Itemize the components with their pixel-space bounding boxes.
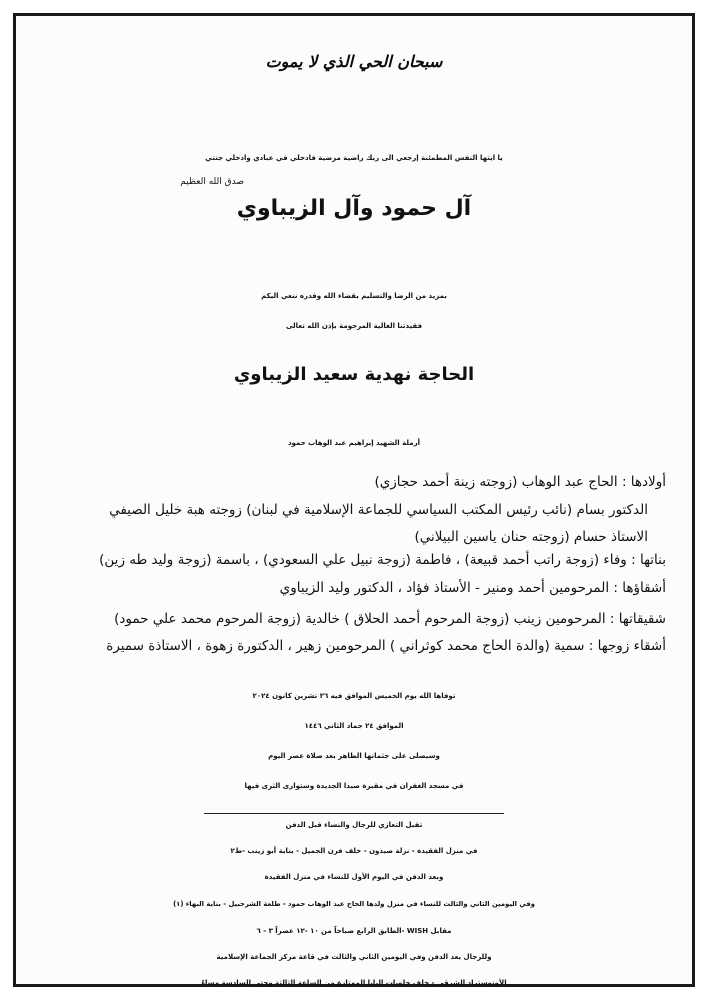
condolence-line-7: الأوتوستراد الشرقي - خلف حلويات البابا الممتازة من الساعة الثالثة وحتى السادسة مساءً (201, 979, 507, 987)
widow-of-line: أرملة الشهيد إبراهيم عبد الوهاب حمود (287, 439, 421, 447)
condolence-line-6: وللرجال بعد الدفن وفي اليومين الثاني والثالث في قاعة مركز الجماعة الإسلامية (216, 953, 492, 961)
announcement-line-2: فقيدتنا الغالية المرحومة بإذن الله تعالى (285, 322, 423, 330)
section-divider (204, 813, 504, 814)
deceased-name: الحاجة نهدية سعيد الزيباوي (233, 364, 475, 385)
condolence-line-4: وفي اليومين الثاني والثالث للنساء في منزل ولدها الحاج عبد الوهاب حمود - طلعة الشرحبيل - بناية البهاء (١) (173, 900, 535, 908)
funeral-prayer-line: وسيصلى على جثمانها الطاهر بعد صلاة عصر اليوم (268, 752, 440, 760)
relatives-sisters: شقيقاتها : المرحومين زينب (زوجة المرحوم أحمد الحلاق ) خالدية (زوجة المرحوم محمد علي حمود) (114, 611, 666, 627)
obituary-content (34, 34, 674, 987)
condolence-line-5: مقابل WISH -الطابق الرابع صباحاً من ١٠ -١٢ عصراً ٣ - ٦ (256, 927, 452, 935)
condolence-line-2: في منزل الفقيدة - نزلة صيدون - خلف فرن الجميل - بناية أبو زينب -ط٢ (230, 847, 478, 855)
hijri-date-line: الموافق ٢٤ جماد الثاني ١٤٤٦ (304, 722, 404, 730)
relatives-son-3: الاستاذ حسام (زوجته حنان ياسين البيلاني) (414, 529, 648, 545)
verse-ending: صدق الله العظيم (180, 177, 244, 187)
calligraphy-heading: سبحان الحي الذي لا يموت (265, 52, 443, 71)
relatives-son-2: الدكتور بسام (نائب رئيس المكتب السياسي للجماعة الإسلامية في لبنان) زوجته هبة خليل الصيفي (109, 502, 648, 518)
death-date-line: توفاها الله يوم الخميس الموافق فيه ٢٦ تشرين كانون ٢٠٢٤ (252, 692, 456, 700)
condolence-line-3: وبعد الدفن في اليوم الأول للنساء في منزل الفقيدة (264, 873, 444, 881)
family-names-title: آل حمود وآل الزيباوي (236, 196, 472, 221)
condolence-line-1: تقبل التعازي للرجال والنساء قبل الدفن (285, 821, 423, 829)
relatives-in-laws: أشقاء زوجها : سمية (والدة الحاج محمد كوثراني ) المرحومين زهير ، الدكتورة زهوة ، الاستاذة سميرة (106, 638, 666, 654)
announcement-line-1: بمزيد من الرضا والتسليم بقضاء الله وقدره ننعي اليكم (261, 292, 447, 300)
burial-location-line: في مسجد الغفران في مقبرة صيدا الجديدة وستوارى الثرى فيها (244, 782, 464, 790)
quran-verse: يا ايتها النفس المطمئنة إرجعي الى ربك راضية مرضية فادخلي في عبادي وادخلي جنتي (205, 154, 503, 162)
relatives-sons: أولادها : الحاج عبد الوهاب (زوجته زينة أحمد حجازي) (374, 474, 666, 490)
relatives-brothers: أشقاؤها : المرحومين أحمد ومنير - الأستاذ فؤاد ، الدكتور وليد الزيباوي (279, 580, 666, 596)
relatives-daughters: بناتها : وفاء (زوجة راتب أحمد قبيعة) ، فاطمة (زوجة نبيل علي السعودي) ، باسمة (زوجة وليد طه زين) (99, 552, 666, 568)
